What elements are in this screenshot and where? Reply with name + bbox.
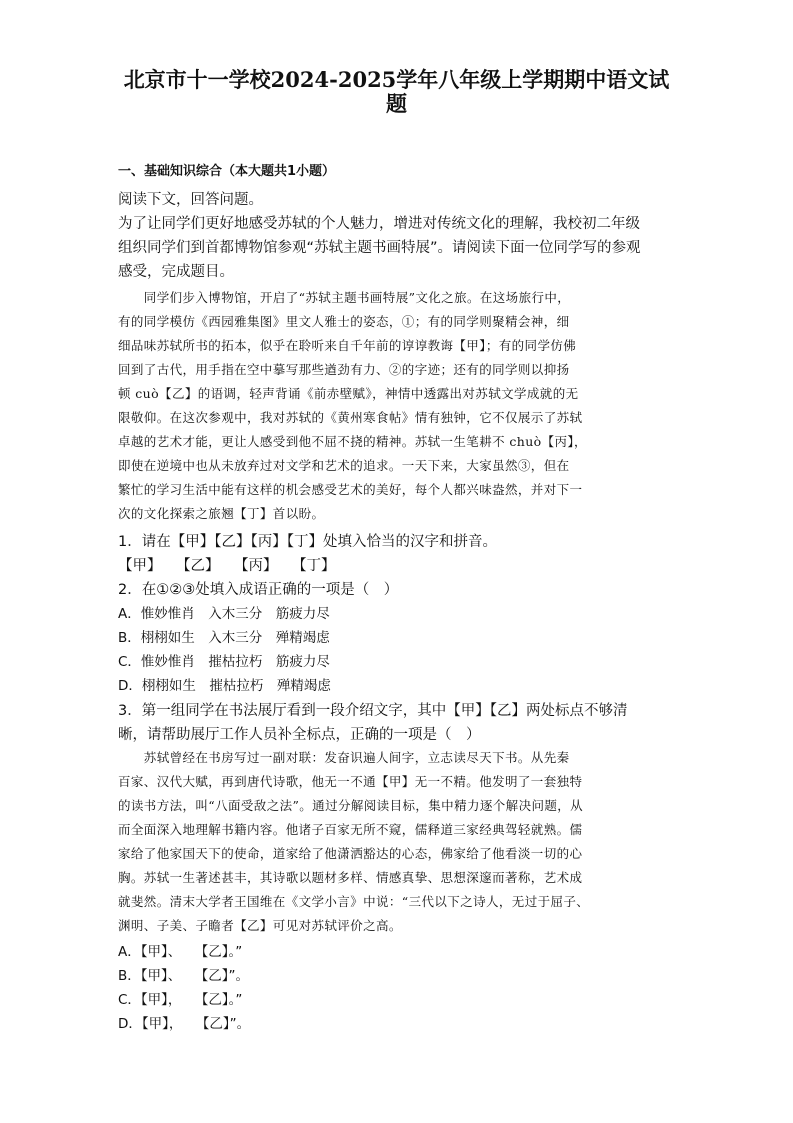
passage-line: 渊明、子美、子瞻者【乙】可见对苏轼评价之高。 (118, 918, 402, 933)
passage-line: 繁忙的学习生活中能有这样的机会感受艺术的美好，每个人都兴味盎然，并对下一 (118, 482, 583, 497)
passage-line: 苏轼曾经在书房写过一副对联：发奋识遍人间字，立志读尽天下书。从先秦 (118, 750, 570, 765)
reading-passage-2 (118, 746, 683, 938)
passage-line: 胸。苏轼一生著述甚丰，其诗歌以题材多样、情感真挚、思想深邃而著称，艺术成 (118, 870, 583, 885)
passage-line: 细品味苏轼所书的拓本，似乎在聆听来自千年前的谆谆教诲【甲】；有的同学仿佛 (118, 338, 577, 353)
intro-line: 感受，完成题目。 (118, 264, 234, 280)
passage-line: 而全面深入地理解书籍内容。他诸子百家无所不窥，儒释道三家经典驾轻就熟。儒 (118, 822, 583, 837)
reading-passage-1 (118, 286, 683, 526)
passage-line: 家给了他家国天下的使命，道家给了他潇洒豁达的心态，佛家给了他看淡一切的心 (118, 846, 583, 861)
question-2-option-c: C．惟妙惟肖 摧枯拉朽 筋疲力尽 (118, 654, 330, 670)
question-2-option-b: B．栩栩如生 入木三分 殚精竭虑 (118, 630, 330, 646)
passage-line: 有的同学模仿《西园雅集图》里文人雅士的姿态，①；有的同学则聚精会神，细 (118, 314, 570, 329)
question-3-option-d: D．【甲】， 【乙】”。 (118, 1016, 251, 1032)
passage-line: 次的文化探索之旅翘【丁】首以盼。 (118, 506, 325, 521)
page-title (100, 66, 693, 114)
passage-line: 回到了古代，用手指在空中摹写那些遒劲有力、②的字迹；还有的同学则以抑扬 (118, 362, 570, 377)
intro-text (118, 188, 678, 284)
question-3-stem-line: 3．第一组同学在书法展厅看到一段介绍文字，其中【甲】【乙】两处标点不够清 (118, 703, 628, 719)
passage-line: 同学们步入博物馆，开启了“苏轼主题书画特展”文化之旅。在这场旅行中， (118, 290, 571, 305)
question-3-option-b: B．【甲】、 【乙】”。 (118, 968, 250, 984)
question-1-blanks: 【甲】 【乙】 【丙】 【丁】 (118, 558, 336, 574)
title-line-2: 题 (386, 91, 407, 116)
question-3-option-a: A．【甲】、 【乙】。” (118, 944, 243, 960)
title-line-1: 北京市十一学校2024-2025学年八年级上学期期中语文试 (123, 67, 670, 92)
question-2-option-a: A．惟妙惟肖 入木三分 筋疲力尽 (118, 606, 330, 622)
intro-line: 为了让同学们更好地感受苏轼的个人魅力，增进对传统文化的理解，我校初二年级 (118, 216, 640, 232)
passage-line: 就斐然。清末大学者王国维在《文学小言》中说：“三代以下之诗人，无过于屈子、 (118, 894, 590, 909)
passage-line: 的读书方法，叫“八面受敌之法”。通过分解阅读目标，集中精力逐个解决问题，从 (118, 798, 584, 813)
passage-line: 限敬仰。在这次参观中，我对苏轼的《黄州寒食帖》情有独钟，它不仅展示了苏轼 (118, 410, 583, 425)
intro-line: 组织同学们到首都博物馆参观“苏轼主题书画特展”。请阅读下面一位同学写的参观 (118, 240, 641, 256)
question-2-stem: 2．在①②③处填入成语正确的一项是（ ） (118, 582, 399, 598)
passage-line: 百家、汉代大赋，再到唐代诗歌，他无一不通【甲】无一不精。他发明了一套独特 (118, 774, 583, 789)
passage-line: 卓越的艺术才能，更让人感受到他不屈不挠的精神。苏轼一生笔耕不 chuò【丙】， (118, 434, 587, 449)
intro-line: 阅读下文，回答问题。 (118, 192, 263, 208)
passage-line: 顿 cuò【乙】的语调，轻声背诵《前赤壁赋》，神情中透露出对苏轼文学成就的无 (118, 386, 579, 401)
question-2-option-d: D．栩栩如生 摧枯拉朽 殚精竭虑 (118, 678, 331, 694)
question-3-option-c: C．【甲】， 【乙】。” (118, 992, 243, 1008)
passage-line: 即使在逆境中也从未放弃过对文学和艺术的追求。一天下来，大家虽然③，但在 (118, 458, 570, 473)
question-3-stem-line: 晰，请帮助展厅工作人员补全标点，正确的一项是（ ） (118, 727, 481, 743)
question-1-stem: 1．请在【甲】【乙】【丙】【丁】处填入恰当的汉字和拼音。 (118, 534, 497, 550)
section-header: 一、基础知识综合（本大题共1小题） (118, 164, 336, 179)
question-3-stem (118, 699, 627, 747)
